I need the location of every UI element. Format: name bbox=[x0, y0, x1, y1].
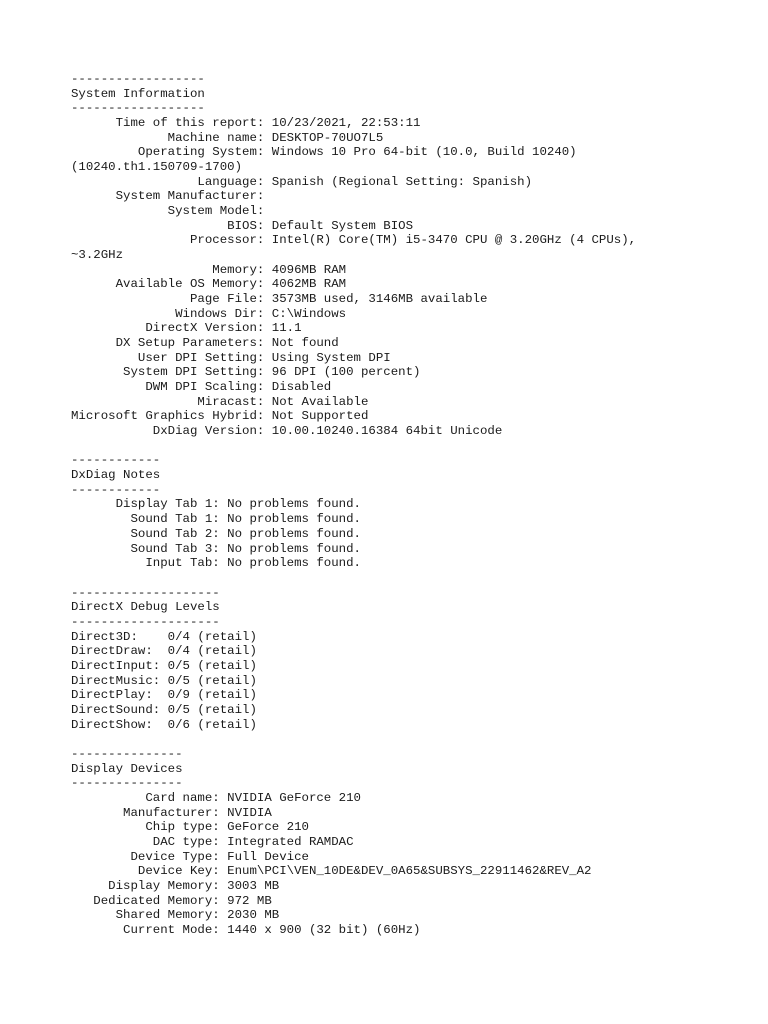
report-line: Sound Tab 2: No problems found. bbox=[71, 526, 361, 541]
report-line: Available OS Memory: 4062MB RAM bbox=[71, 277, 347, 292]
dxdiag-report bbox=[71, 72, 761, 938]
blank-line bbox=[71, 571, 761, 586]
report-line: System Model: bbox=[71, 204, 272, 219]
report-line: Device Key: Enum\PCI\VEN_10DE&DEV_0A65&SUBSYS_22911462&REV_A2 bbox=[71, 864, 592, 879]
section-rule: ------------------ bbox=[71, 72, 205, 86]
section-rule: --------------- bbox=[71, 776, 183, 791]
report-line: DAC type: Integrated RAMDAC bbox=[71, 834, 354, 849]
report-line: DirectSound: 0/5 (retail) bbox=[71, 702, 257, 717]
report-line: DirectPlay: 0/9 (retail) bbox=[71, 688, 257, 703]
report-line: DirectMusic: 0/5 (retail) bbox=[71, 673, 257, 688]
report-line: DX Setup Parameters: Not found bbox=[71, 336, 339, 351]
report-line: Sound Tab 3: No problems found. bbox=[71, 541, 361, 556]
report-line: ~3.2GHz bbox=[71, 248, 124, 263]
section-rule: -------------------- bbox=[71, 614, 220, 629]
report-line: Miracast: Not Available bbox=[71, 394, 369, 409]
report-line: (10240.th1.150709-1700) bbox=[71, 160, 243, 175]
report-line: DWM DPI Scaling: Disabled bbox=[71, 380, 332, 395]
section-rule: ------------ bbox=[71, 453, 161, 468]
section-rule: --------------- bbox=[71, 746, 183, 761]
section-title: System Information bbox=[71, 86, 205, 101]
report-line: Page File: 3573MB used, 3146MB available bbox=[71, 292, 488, 307]
report-line: Current Mode: 1440 x 900 (32 bit) (60Hz) bbox=[71, 922, 421, 937]
report-line: Memory: 4096MB RAM bbox=[71, 262, 347, 277]
section-display-devices bbox=[71, 747, 761, 938]
section-rule: ------------------ bbox=[71, 101, 205, 116]
report-line: BIOS: Default System BIOS bbox=[71, 218, 414, 233]
report-line: Shared Memory: 2030 MB bbox=[71, 908, 280, 923]
report-line: DxDiag Version: 10.00.10240.16384 64bit Unicode bbox=[71, 424, 503, 439]
report-line: Display Tab 1: No problems found. bbox=[71, 497, 361, 512]
report-line: User DPI Setting: Using System DPI bbox=[71, 350, 391, 365]
report-line: Operating System: Windows 10 Pro 64-bit (10.0, Build 10240) bbox=[71, 145, 577, 160]
report-line: Device Type: Full Device bbox=[71, 849, 309, 864]
report-line: System Manufacturer: bbox=[71, 189, 272, 204]
report-line: Input Tab: No problems found. bbox=[71, 556, 361, 571]
report-line: Processor: Intel(R) Core(TM) i5-3470 CPU @ 3.20GHz (4 CPUs), bbox=[71, 233, 637, 248]
report-line: DirectX Version: 11.1 bbox=[71, 321, 302, 336]
report-line: Card name: NVIDIA GeForce 210 bbox=[71, 790, 361, 805]
report-line: Microsoft Graphics Hybrid: Not Supported bbox=[71, 409, 369, 424]
section-rule: -------------------- bbox=[71, 585, 220, 600]
section-dxdiag-notes bbox=[71, 453, 761, 570]
report-line: System DPI Setting: 96 DPI (100 percent) bbox=[71, 365, 421, 380]
report-line: Machine name: DESKTOP-70UO7L5 bbox=[71, 130, 384, 145]
blank-line bbox=[71, 732, 761, 747]
report-line: Time of this report: 10/23/2021, 22:53:11 bbox=[71, 116, 421, 131]
report-line: Language: Spanish (Regional Setting: Spanish) bbox=[71, 174, 533, 189]
section-title: DirectX Debug Levels bbox=[71, 600, 220, 615]
report-line: DirectInput: 0/5 (retail) bbox=[71, 658, 257, 673]
section-title: Display Devices bbox=[71, 761, 183, 776]
section-rule: ------------ bbox=[71, 482, 161, 497]
report-line: DirectShow: 0/6 (retail) bbox=[71, 717, 257, 732]
report-line: Dedicated Memory: 972 MB bbox=[71, 893, 272, 908]
report-line: Windows Dir: C:\Windows bbox=[71, 306, 347, 321]
report-line: Display Memory: 3003 MB bbox=[71, 878, 280, 893]
section-title: DxDiag Notes bbox=[71, 468, 161, 483]
report-line: Sound Tab 1: No problems found. bbox=[71, 512, 361, 527]
blank-line bbox=[71, 439, 761, 454]
report-line: Manufacturer: NVIDIA bbox=[71, 805, 272, 820]
report-line: Direct3D: 0/4 (retail) bbox=[71, 629, 257, 644]
report-line: DirectDraw: 0/4 (retail) bbox=[71, 644, 257, 659]
section-directx-debug-levels bbox=[71, 586, 761, 733]
section-system-information bbox=[71, 72, 761, 439]
report-line: Chip type: GeForce 210 bbox=[71, 820, 309, 835]
